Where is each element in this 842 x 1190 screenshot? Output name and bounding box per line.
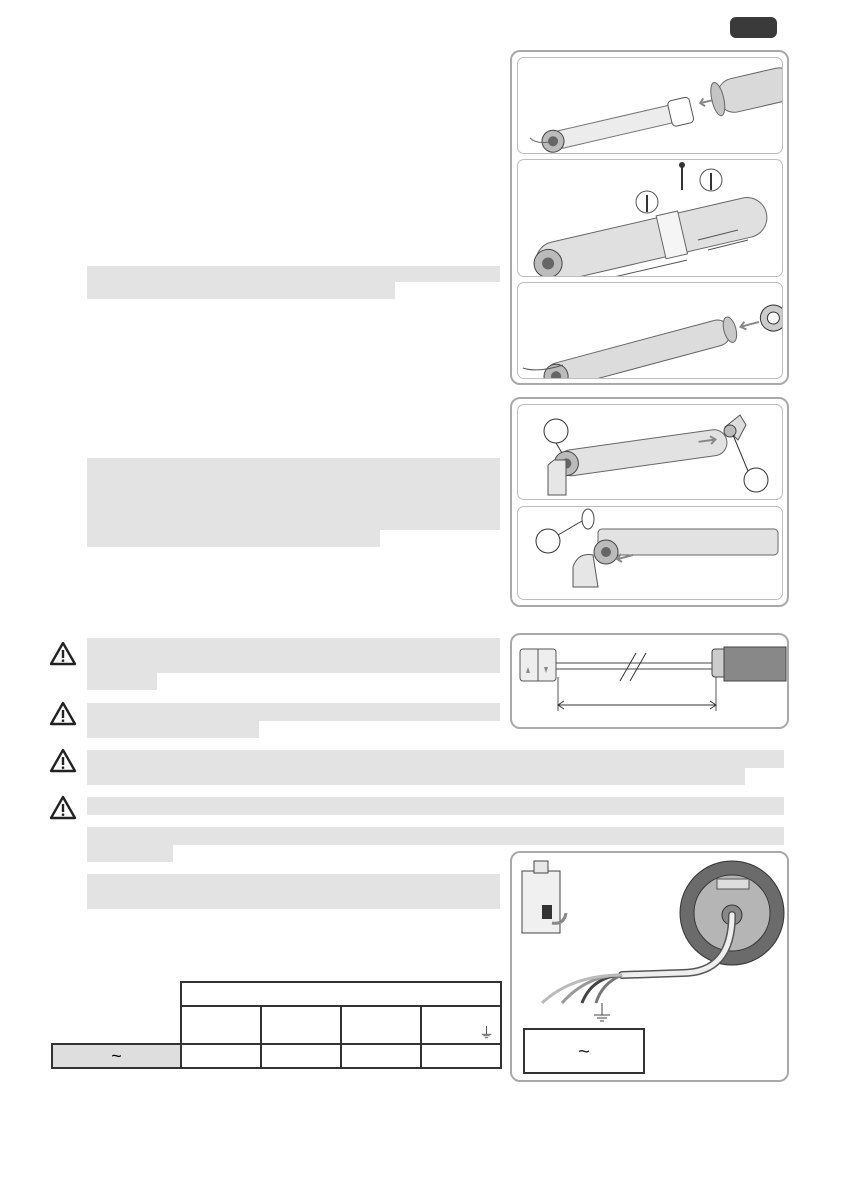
figure-step-insert-motor	[517, 57, 783, 154]
figure-panel-motor-insertion	[510, 50, 789, 385]
figure-step-mount-tube	[517, 404, 783, 500]
warning-triangle-icon	[49, 748, 77, 774]
motor-insert-illustration	[518, 58, 783, 154]
wiring-supply-symbol: ~	[578, 1041, 590, 1063]
warning-bar-3b	[87, 768, 745, 785]
table-supply-cell	[52, 1044, 181, 1068]
note-bar-4	[87, 874, 500, 909]
clip-insertion-illustration	[518, 507, 783, 600]
tube-mounting-illustration	[518, 405, 783, 500]
supply-symbol: ~	[111, 1046, 122, 1066]
table-wire-cell	[261, 1006, 341, 1044]
figure-panel-wiring	[510, 851, 789, 1082]
table-value-cell	[341, 1044, 421, 1068]
table-corner	[52, 1006, 181, 1044]
figure-step-fix-screws	[517, 159, 783, 277]
table-header-cell	[181, 982, 501, 1006]
language-tab	[730, 17, 777, 38]
figure-panel-cable-length	[510, 633, 789, 729]
table-wire-cell	[181, 1006, 261, 1044]
warning-bar-1a	[87, 638, 500, 673]
note-bar-1b	[87, 282, 395, 299]
note-bar-1a	[87, 266, 500, 282]
wiring-illustration	[512, 853, 787, 1080]
warning-triangle-icon	[49, 795, 77, 821]
wiring-table	[51, 981, 502, 1069]
table-value-cell	[421, 1044, 501, 1068]
figure-step-insert-clip	[517, 506, 783, 600]
figure-step-fit-adapter	[517, 282, 783, 379]
earth-symbol-icon: ⏚	[478, 1025, 494, 1042]
adapter-fitting-illustration	[518, 283, 783, 379]
warning-bar-1b	[87, 673, 157, 690]
screw-fixing-illustration	[518, 160, 783, 277]
warning-bar-2a	[87, 703, 500, 721]
warning-bar-3a	[87, 750, 784, 768]
table-wire-cell	[341, 1006, 421, 1044]
cable-length-illustration	[512, 635, 787, 727]
table-value-cell	[261, 1044, 341, 1068]
table-corner	[52, 982, 181, 1006]
note-bar-2b	[87, 530, 380, 547]
figure-panel-bracket-mounting	[510, 397, 789, 607]
warning-bar-4	[87, 797, 784, 815]
table-value-cell	[181, 1044, 261, 1068]
note-bar-3a	[87, 827, 784, 845]
warning-bar-2b	[87, 721, 259, 738]
table-earth-cell	[421, 1006, 501, 1044]
note-bar-3b	[87, 845, 173, 862]
note-bar-2a	[87, 458, 500, 530]
warning-triangle-icon	[49, 701, 77, 727]
warning-triangle-icon	[49, 641, 77, 667]
